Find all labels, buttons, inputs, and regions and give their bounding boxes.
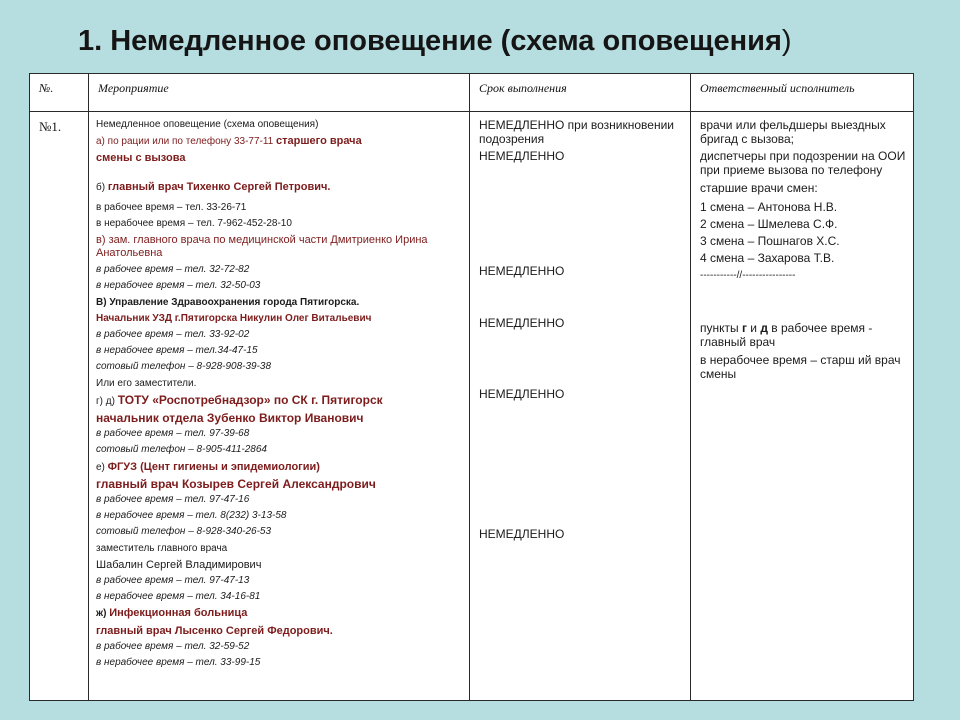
responsible-line: врачи или фельдшеры выездных бригад с вызова; (700, 118, 886, 146)
cell-responsible (691, 112, 914, 701)
responsible-line: 1 смена – Антонова Н.В. (700, 200, 838, 214)
responsible-line: 3 смена – Пошнагов Х.С. (700, 234, 840, 248)
event-line (96, 459, 465, 476)
responsible-line: -----------//---------------- (700, 270, 796, 281)
cell-term (470, 112, 691, 701)
event-line: в нерабочее время – тел.34-47-15 (96, 345, 258, 357)
responsible-line: старшие врачи смен: (700, 181, 818, 195)
event-line-part: г) д) (96, 395, 118, 407)
event-line: в) зам. главного врача по медицинской части Дмитриенко Ирина Анатольевна (96, 234, 428, 260)
event-line: в рабочее время – тел. 32-59-52 (96, 640, 250, 652)
event-line: сотовый телефон – 8-905-411-2864 (96, 444, 267, 456)
responsible-line: в нерабочее время – старш ий врач смены (700, 353, 901, 381)
event-line-part: ФГУЗ (Цент гигиены и эпидемиологии) (107, 460, 320, 473)
event-line: главный врач Козырев Сергей Александрович (96, 476, 376, 491)
event-line: сотовый телефон – 8-928-340-26-53 (96, 526, 272, 538)
event-line: в нерабочее время – тел. 34-16-81 (96, 591, 261, 603)
term-line: НЕМЕДЛЕННО (479, 149, 565, 163)
event-line: В) Управление Здравоохранения города Пятигорска. (96, 296, 360, 308)
header-term: Срок выполнения (470, 74, 691, 112)
header-responsible: Ответственный исполнитель (691, 74, 914, 112)
event-line-part: Инфекционная больница (109, 607, 248, 620)
term-line: НЕМЕДЛЕННО (479, 387, 565, 401)
event-line: в рабочее время – тел. 33-92-02 (96, 329, 250, 341)
event-line-part: старшего врача (276, 135, 362, 148)
event-line (96, 605, 465, 622)
term-line: НЕМЕДЛЕННО (479, 527, 565, 541)
event-line: в нерабочее время – тел. 8(232) 3-13-58 (96, 510, 287, 522)
responsible-line-part: д (760, 321, 768, 335)
event-line: Немедленное оповещение (схема оповещения) (96, 119, 319, 130)
event-line-part: е) (96, 461, 108, 473)
event-line (96, 133, 465, 150)
term-line: НЕМЕДЛЕННО (479, 316, 565, 330)
event-line: заместитель главного врача (96, 542, 228, 554)
event-line: в рабочее время – тел. 97-47-16 (96, 494, 250, 506)
cell-event (89, 112, 470, 701)
event-line-part: а) по рации или по телефону 33-77-11 (96, 136, 277, 148)
event-line: главный врач Лысенко Сергей Федорович. (96, 624, 333, 637)
slide-title (78, 25, 792, 58)
event-line-part: главный врач Тихенко Сергей Петрович. (107, 180, 331, 193)
header-number: №. (30, 74, 89, 112)
event-line: в рабочее время – тел. 97-39-68 (96, 428, 250, 440)
event-line-part: ж) (96, 608, 110, 620)
responsible-line: 2 смена – Шмелева С.Ф. (700, 217, 838, 231)
event-line: сотовый телефон – 8-928-908-39-38 (96, 361, 272, 373)
slide-title-main: 1. Немедленное оповещение (схема оповещения (78, 25, 782, 57)
event-line (96, 392, 465, 410)
table-row (30, 112, 914, 701)
term-line: НЕМЕДЛЕННО при возникновении подозрения (479, 118, 674, 146)
responsible-line-part: пункты (700, 321, 742, 335)
term-line: НЕМЕДЛЕННО (479, 264, 565, 278)
event-line-part: ТОТУ «Роспотребнадзор» по СК г. Пятигорск (117, 392, 383, 407)
cell-number: №1. (30, 112, 89, 701)
event-line: в нерабочее время – тел. 32-50-03 (96, 280, 261, 292)
event-line-part: б) (96, 181, 108, 193)
event-line: в рабочее время – тел. 97-47-13 (96, 575, 250, 587)
event-line: Начальник УЗД г.Пятигорска Никулин Олег Витальевич (96, 312, 372, 324)
event-line: смены с вызова (96, 152, 186, 165)
event-line: в рабочее время – тел. 32-72-82 (96, 264, 250, 276)
slide-title-paren: ) (781, 25, 792, 57)
event-line (96, 179, 465, 196)
table-header-row (30, 74, 914, 112)
responsible-line: диспетчеры при подозрении на ООИ при приеме вызова по телефону (700, 149, 906, 177)
event-line: начальник отдела Зубенко Виктор Иванович (96, 411, 364, 426)
event-line: в нерабочее время – тел. 33-99-15 (96, 657, 261, 669)
event-line: Или его заместители. (96, 377, 197, 389)
responsible-line-part: в рабочее время - главный врач (700, 321, 873, 349)
event-line: Шабалин Сергей Владимирович (96, 558, 262, 571)
notification-table (29, 73, 914, 701)
event-line: в нерабочее время – тел. 7-962-452-28-10 (96, 218, 292, 230)
responsible-line-part: г (741, 321, 747, 335)
header-event: Мероприятие (89, 74, 470, 112)
responsible-line (700, 321, 909, 349)
responsible-line-part: и (746, 321, 761, 335)
responsible-line: 4 смена – Захарова Т.В. (700, 251, 835, 265)
event-line: в рабочее время – тел. 33-26-71 (96, 201, 247, 213)
